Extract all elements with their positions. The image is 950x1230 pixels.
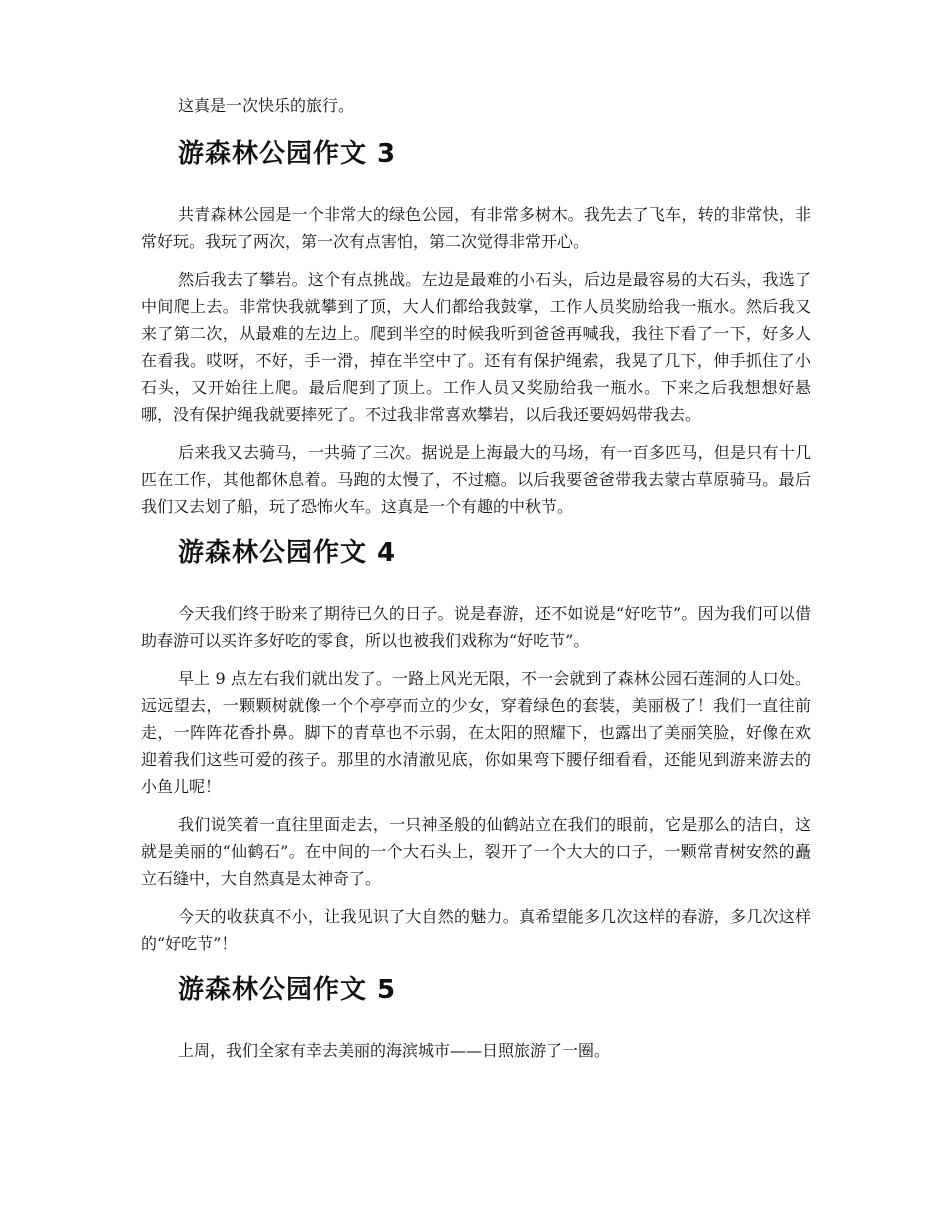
paragraph: 我们说笑着一直往里面走去，一只神圣般的仙鹤站立在我们的眼前，它是那么的洁白，这就是美丽的“仙鹤石”。在中间的一个大石头上，裂开了一个大大的口子，一颗常青树安然的矗立石缝中，大自然真是太神奇了。 [141, 815, 811, 888]
paragraph: 今天我们终于盼来了期待已久的日子。说是春游，还不如说是“好吃节”。因为我们可以借助春游可以买许多好吃的零食，所以也被我们戏称为“好吃节”。 [141, 604, 811, 650]
paragraph: 今天的收获真不小，让我见识了大自然的魅力。真希望能多几次这样的春游，多几次这样的“好吃节”！ [141, 907, 811, 953]
paragraph: 这真是一次快乐的旅行。 [178, 96, 355, 115]
paragraph: 上周，我们全家有幸去美丽的海滨城市——日照旅游了一圈。 [178, 1041, 611, 1060]
paragraph: 早上 9 点左右我们就出发了。一路上风光无限，不一会就到了森林公园石莲洞的人口处。远远望去，一颗颗树就像一个个亭亭而立的少女，穿着绿色的套装，美丽极了！我们一直往前走，一阵阵花香扑鼻。脚下的青草也不示弱，在太阳的照耀下，也露出了美丽笑脸，好像在欢迎着我们这些可爱的孩子。那里的水清澈见底，你如果弯下腰仔细看看，还能见到游来游去的小鱼儿呢！ [141, 669, 811, 796]
paragraph: 然后我去了攀岩。这个有点挑战。左边是最难的小石头，后边是最容易的大石头，我选了中间爬上去。非常快我就攀到了顶，大人们都给我鼓掌，工作人员奖励给我一瓶水。然后我又来了第二次，从最难的左边上。爬到半空的时候我听到爸爸再喊我，我往下看了一下，好多人在看我。哎呀，不好，手一滑，掉在半空中了。还有有保护绳索，我晃了几下，伸手抓住了小石头，又开始往上爬。最后爬到了顶上。工作人员又奖励给我一瓶水。下来之后我想想好悬哪，没有保护绳我就要摔死了。不过我非常喜欢攀岩，以后我还要妈妈带我去。 [141, 270, 811, 424]
section-heading: 游森林公园作文 5 [178, 975, 397, 1005]
paragraph: 后来我又去骑马，一共骑了三次。据说是上海最大的马场，有一百多匹马，但是只有十几匹在工作，其他都休息着。马跑的太慢了，不过瘾。以后我要爸爸带我去蒙古草原骑马。最后我们又去划了船，玩了恐怖火车。这真是一个有趣的中秋节。 [141, 443, 811, 516]
section-heading: 游森林公园作文 4 [178, 538, 397, 568]
paragraph: 共青森林公园是一个非常大的绿色公园，有非常多树木。我先去了飞车，转的非常快，非常好玩。我玩了两次，第一次有点害怕，第二次觉得非常开心。 [141, 205, 811, 251]
section-heading: 游森林公园作文 3 [178, 139, 397, 169]
document-page [141, 92, 811, 1064]
